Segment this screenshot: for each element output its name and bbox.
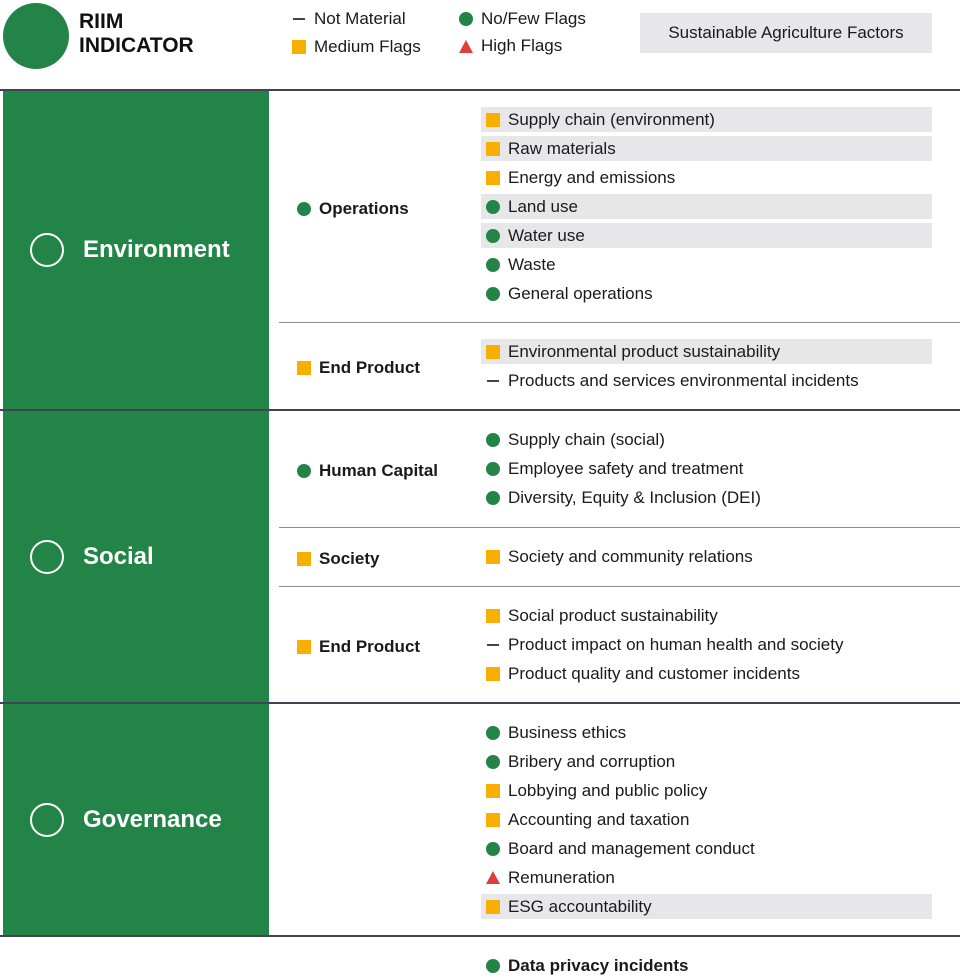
- factor-row: [481, 223, 932, 248]
- amber-square-icon: [486, 784, 500, 798]
- factor-row: [481, 107, 932, 132]
- amber-square-icon: [486, 667, 500, 681]
- pillar-circle-icon: [30, 540, 64, 574]
- amber-square-icon: [486, 113, 500, 127]
- factor-row: [481, 661, 932, 686]
- factor-row: [481, 194, 932, 219]
- amber-square-icon: [486, 345, 500, 359]
- pillar-environment: [3, 91, 269, 409]
- factor-label: Diversity, Equity & Inclusion (DEI): [508, 487, 761, 507]
- factor-label: ESG accountability: [508, 896, 652, 916]
- factor-row: [481, 865, 932, 890]
- group-label: Human Capital: [319, 460, 439, 480]
- dash-icon: [487, 380, 499, 382]
- dash-icon: [293, 18, 305, 20]
- group-label: End Product: [319, 358, 421, 377]
- factor-row: [481, 136, 932, 161]
- factor-row: [481, 749, 932, 774]
- red-triangle-icon: [486, 871, 500, 884]
- legend-label: High Flags: [481, 36, 563, 55]
- green-dot-icon: [486, 287, 500, 301]
- green-dot-icon: [486, 229, 500, 243]
- legend-label: No/Few Flags: [481, 9, 586, 28]
- amber-square-icon: [486, 609, 500, 623]
- group-society: [297, 548, 379, 570]
- factor-label: Remuneration: [508, 867, 615, 887]
- factor-row: [481, 603, 932, 628]
- pillar-social: [3, 411, 269, 702]
- green-dot-icon: [486, 959, 500, 973]
- factor-label: Product impact on human health and society: [508, 634, 844, 654]
- amber-square-icon: [297, 640, 311, 654]
- group-divider: [279, 527, 960, 528]
- factor-label: Products and services environmental incidents: [508, 370, 859, 390]
- factor-label: Land use: [508, 196, 578, 216]
- green-dot-icon: [486, 755, 500, 769]
- factor-label: Energy and emissions: [508, 167, 676, 187]
- amber-square-icon: [486, 900, 500, 914]
- group-divider: [279, 586, 960, 587]
- factor-label: Business ethics: [508, 722, 627, 742]
- factor-label: Environmental product sustainability: [508, 341, 781, 361]
- factor-label: Supply chain (social): [508, 429, 665, 449]
- group-label: End Product: [319, 636, 421, 656]
- factor-row: [481, 456, 932, 481]
- factor-row: [481, 632, 932, 657]
- riim-logo-circle: [3, 3, 69, 69]
- factor-label: Employee safety and treatment: [508, 458, 744, 478]
- section-divider: [0, 935, 960, 937]
- factor-row: [481, 339, 932, 364]
- green-dot-icon: [297, 202, 311, 216]
- factor-label: Social product sustainability: [508, 605, 718, 625]
- factor-label: Waste: [508, 254, 556, 274]
- green-dot-icon: [486, 433, 500, 447]
- factor-row: [481, 544, 932, 569]
- green-dot-icon: [486, 462, 500, 476]
- group-operations: [297, 198, 409, 220]
- factor-label: Board and management conduct: [508, 838, 755, 858]
- factor-row: [481, 778, 932, 803]
- factor-label: Water use: [508, 225, 585, 245]
- factor-label: Lobbying and public policy: [508, 780, 708, 800]
- legend-high-flags: [459, 36, 562, 56]
- legend-no-few-flags: [459, 9, 586, 29]
- pillar-circle-icon: [30, 803, 64, 837]
- amber-square-icon: [486, 142, 500, 156]
- dash-icon: [487, 644, 499, 646]
- group-end-product: [297, 636, 420, 658]
- factor-label: Supply chain (environment): [508, 109, 715, 129]
- amber-square-icon: [292, 40, 306, 54]
- group-human-capital: [297, 460, 438, 482]
- group-label: Operations: [319, 198, 409, 218]
- green-dot-icon: [486, 200, 500, 214]
- factor-label: Product quality and customer incidents: [508, 663, 800, 683]
- legend-label: Not Material: [314, 9, 406, 28]
- factor-row: [481, 427, 932, 452]
- logo-title-text: RIIM INDICATOR: [79, 10, 194, 57]
- pillar-governance: [3, 704, 269, 935]
- pillar-label: Environment: [83, 236, 230, 263]
- factor-row: [481, 720, 932, 745]
- amber-square-icon: [297, 552, 311, 566]
- factor-row: [481, 836, 932, 861]
- factor-row-data-privacy: [481, 953, 932, 978]
- factor-row: [481, 252, 932, 277]
- factor-row: [481, 281, 932, 306]
- green-dot-icon: [486, 842, 500, 856]
- factor-row: [481, 807, 932, 832]
- pillar-circle-icon: [30, 233, 64, 267]
- amber-square-icon: [297, 361, 311, 375]
- pillar-label: Social: [83, 542, 154, 570]
- pillar-label: Governance: [83, 805, 222, 833]
- factor-label: Accounting and taxation: [508, 809, 690, 829]
- factor-label: Raw materials: [508, 138, 616, 158]
- factor-row: [481, 485, 932, 510]
- factor-row: [481, 165, 932, 190]
- green-dot-icon: [297, 464, 311, 478]
- group-divider: [279, 322, 960, 323]
- red-triangle-icon: [459, 40, 473, 53]
- factor-label: Data privacy incidents: [508, 955, 689, 975]
- group-label: Society: [319, 548, 380, 568]
- factor-label: General operations: [508, 283, 653, 303]
- factor-label: Society and community relations: [508, 546, 753, 566]
- sector-tag: [640, 13, 932, 53]
- green-dot-icon: [459, 12, 473, 26]
- legend-not-material: [292, 9, 406, 29]
- amber-square-icon: [486, 550, 500, 564]
- green-dot-icon: [486, 258, 500, 272]
- green-dot-icon: [486, 491, 500, 505]
- factor-row: [481, 368, 932, 393]
- factor-row: [481, 894, 932, 919]
- amber-square-icon: [486, 171, 500, 185]
- amber-square-icon: [486, 813, 500, 827]
- factor-label: Bribery and corruption: [508, 751, 676, 771]
- riim-logo-title: [79, 10, 229, 58]
- group-end-product: [297, 357, 420, 379]
- green-dot-icon: [486, 726, 500, 740]
- legend-label: Medium Flags: [314, 37, 421, 56]
- legend-medium-flags: [292, 37, 421, 57]
- sector-tag-text: Sustainable Agriculture Factors: [668, 23, 904, 42]
